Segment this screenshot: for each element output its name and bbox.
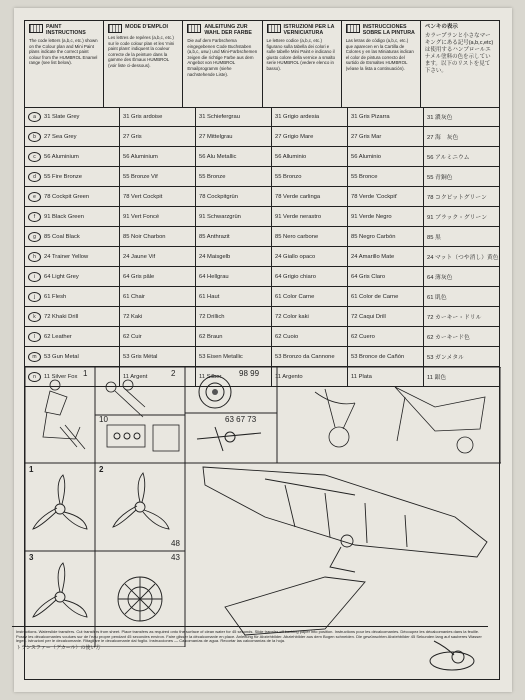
paint-cell-jp (424, 127, 499, 146)
paint-cell-jp (424, 227, 499, 246)
paint-cell-de (196, 227, 272, 246)
paint-name: 91 Black Green (44, 213, 84, 220)
paint-name: 31 Gris Pizarra (351, 113, 390, 120)
paint-name: 56 Aluminio (351, 153, 381, 160)
paint-name: 78 Vert Cockpit (123, 193, 163, 200)
paint-name: 62 カーキード色 (427, 335, 470, 341)
paint-name: 64 Hellgrau (199, 273, 229, 280)
de-flag-icon (187, 24, 201, 33)
transfer-hand-icon (426, 633, 478, 673)
paint-name: 85 Anthrazit (199, 233, 230, 240)
paint-cell-it (272, 347, 348, 366)
color-code-badge: i (28, 272, 41, 282)
header-jp (421, 21, 499, 107)
es-flag-icon (346, 24, 360, 33)
color-code-badge: k (28, 312, 41, 322)
paint-cell-fr (120, 147, 196, 166)
paint-name: 91 Verde nerastro (275, 213, 322, 220)
paint-cell-en (25, 187, 120, 206)
paint-name: 24 Maisgelb (199, 253, 231, 260)
instructions-jp: トランスファー（デカール）の使い方 (16, 645, 101, 652)
paint-cell-de (196, 187, 272, 206)
color-code-badge: a (28, 112, 41, 122)
paint-name: 91 ブラック・グリーン (427, 215, 487, 221)
fr-flag-icon (108, 24, 122, 33)
part-numbers: 63 67 73 (225, 415, 257, 424)
paint-cell-es (348, 107, 424, 126)
paint-name: 11 Argent (123, 373, 148, 380)
paint-name: 24 Giallo opaco (275, 253, 316, 260)
paint-name: 11 Silber (199, 373, 222, 380)
paint-cell-it (272, 287, 348, 306)
paint-name: 53 ガンメタル (427, 355, 464, 361)
paint-row (25, 327, 499, 347)
paint-row (25, 307, 499, 327)
paint-cell-de (196, 287, 272, 306)
paint-row (25, 147, 499, 167)
header-title: PAINT INSTRUCTIONS (46, 24, 86, 36)
paint-cell-jp (424, 347, 499, 366)
paint-cell-de (196, 107, 272, 126)
header-text: カラープランと小さなマーキングにある記号(a,b,c,etc)は使用するハンブロールエナメル塗料の色を示しています。以下のリストを見て下さい。 (424, 33, 494, 74)
paint-name: 11 Plata (351, 373, 372, 380)
paint-row (25, 107, 499, 127)
paint-row (25, 167, 499, 187)
paint-cell-it (272, 227, 348, 246)
control-column (106, 380, 145, 417)
paint-cell-de (196, 207, 272, 226)
paint-name: 64 Gris pâle (123, 273, 155, 280)
paint-cell-de (196, 307, 272, 326)
paint-name: 61 Color de Carne (351, 293, 399, 300)
paint-name: 62 Leather (44, 333, 72, 340)
step-box-10 (95, 415, 185, 463)
step-number: 2 (99, 465, 104, 474)
paint-cell-es (348, 187, 424, 206)
step-number: 1 (83, 369, 88, 378)
paint-cell-jp (424, 167, 499, 186)
paint-row (25, 227, 499, 247)
header-title: MODE D'EMPLOI (125, 24, 168, 30)
header-text: The code letters (a,b,c, etc.) shown on the Colour plan and Mini Paint plans indicate the correct paint colour from the HUMBROL Enamel range (see list below). (29, 38, 98, 66)
paint-name: 27 Sea Grey (44, 133, 77, 140)
paint-cell-fr (120, 207, 196, 226)
paint-name: 24 Trainer Yellow (44, 253, 89, 260)
step-number: 3 (29, 553, 34, 562)
paint-cell-fr (120, 247, 196, 266)
paint-cell-jp (424, 187, 499, 206)
paint-header (25, 21, 499, 108)
paint-name: 64 Grigio chiaro (275, 273, 316, 280)
paint-cell-it (272, 307, 348, 326)
paint-row (25, 127, 499, 147)
paint-cell-de (196, 267, 272, 286)
paint-cell-it (272, 107, 348, 126)
paint-cell-jp (424, 207, 499, 226)
paint-cell-fr (120, 167, 196, 186)
fuselage-drawing (203, 467, 487, 635)
color-code-badge: l (28, 332, 41, 342)
paint-name: 64 Light Grey (44, 273, 79, 280)
paint-cell-es (348, 147, 424, 166)
paint-cell-it (272, 167, 348, 186)
paint-cell-it (272, 187, 348, 206)
paint-name: 72 Khaki Drill (44, 313, 79, 320)
header-text: Las letras de código (a,b,c, etc.) que aparecen en la Cartilla de Colores y en las Miniaturas indican el color de pintura correcto del surtido de Esmaltes HUMBROL (véase la lista a continuación). (345, 38, 414, 71)
paint-cell-jp (424, 247, 499, 266)
paint-cell-de (196, 247, 272, 266)
paint-name: 72 Kaki (123, 313, 143, 320)
paint-cell-es (348, 307, 424, 326)
paint-cell-en (25, 247, 120, 266)
paint-name: 24 Jaune Vif (123, 253, 156, 260)
propeller-1 (33, 475, 87, 529)
paint-name: 91 Schwarzgrün (199, 213, 241, 220)
paint-cell-en (25, 207, 120, 226)
paint-name: 53 Bronce de Cañón (351, 353, 405, 360)
paint-name: 27 海 灰色 (427, 135, 459, 141)
it-flag-icon (267, 24, 281, 33)
paint-name: 31 Grigio ardesia (275, 113, 320, 120)
paint-cell-en (25, 127, 120, 146)
paint-name: 61 Chair (123, 293, 145, 300)
paint-name: 78 コクピットグリーン (427, 195, 487, 201)
paint-name: 11 Silver Fox (44, 373, 78, 380)
paint-cell-en (25, 287, 120, 306)
paint-row (25, 247, 499, 267)
paint-name: 64 Gris Claro (351, 273, 386, 280)
paint-cell-es (348, 207, 424, 226)
paint-cell-it (272, 247, 348, 266)
header-fr (104, 21, 183, 107)
paint-row (25, 347, 499, 367)
paint-name: 56 Alluminio (275, 153, 307, 160)
paint-cell-fr (120, 227, 196, 246)
paint-cell-es (348, 347, 424, 366)
pilot-figure (43, 380, 85, 449)
paint-cell-it (272, 127, 348, 146)
paint-cell-es (348, 247, 424, 266)
paint-cell-it (272, 147, 348, 166)
color-code-badge: f (28, 212, 41, 222)
paint-name: 53 Bronzo da Cannone (275, 353, 335, 360)
paint-name: 31 Slate Grey (44, 113, 80, 120)
paint-cell-de (196, 147, 272, 166)
header-en (25, 21, 104, 107)
paint-cell-fr (120, 307, 196, 326)
paint-cell-es (348, 287, 424, 306)
paint-name: 56 Aluminium (123, 153, 158, 160)
paint-name: 72 Caqui Drill (351, 313, 386, 320)
paint-name: 72 Drillich (199, 313, 225, 320)
paint-name: 55 Bronze (199, 173, 226, 180)
step-box-gear (277, 367, 501, 463)
paint-cell-jp (424, 287, 499, 306)
color-code-badge: m (28, 352, 41, 362)
paint-cell-en (25, 327, 120, 346)
paint-name: 55 Bronzo (275, 173, 302, 180)
paint-row (25, 287, 499, 307)
paint-row (25, 187, 499, 207)
paint-name: 85 黒 (427, 235, 441, 241)
paint-cell-jp (424, 147, 499, 166)
paint-name: 61 Haut (199, 293, 220, 300)
header-text: Les lettres de repères (a,b,c, etc.) sur le code colour plan et les 'mini paint plans' indiquent la couleur correcte de la peinture dans la gamme des Émaux HUMBROL (voir liste ci-dessous). (108, 35, 175, 68)
paint-name: 55 Bronze Vif (123, 173, 158, 180)
paint-name: 11 銀色 (427, 375, 447, 381)
paint-name: 64 薄灰色 (427, 275, 453, 281)
paint-name: 85 Coal Black (44, 233, 80, 240)
paint-cell-it (272, 267, 348, 286)
header-title: ANLEITUNG ZUR WAHL DER FARBE (204, 24, 252, 36)
paint-row (25, 207, 499, 227)
paint-name: 85 Nero carbone (275, 233, 319, 240)
header-es (342, 21, 421, 107)
paint-cell-es (348, 267, 424, 286)
header-text: Die auf dem Farbschema eingegebenen Code Buchstaben (a,b,c, usw.) und Mini-Farbschemen zeigen die richtige Farbe aus dem Angebot von HUMBROL Emailprogramm (siehe nachstehende Liste). (187, 38, 258, 77)
step-number: 2 (171, 369, 176, 378)
paint-cell-en (25, 167, 120, 186)
paint-name: 27 Gris (123, 133, 142, 140)
paint-cell-en (25, 307, 120, 326)
paint-name: 91 Verde Negro (351, 213, 392, 220)
paint-name: 53 Gris Métal (123, 353, 158, 360)
paint-cell-fr (120, 287, 196, 306)
color-code-badge: n (28, 372, 41, 382)
paint-cell-it (272, 207, 348, 226)
propeller-2 (113, 473, 169, 529)
paint-name: 55 Fire Bronze (44, 173, 83, 180)
color-code-badge: e (28, 192, 41, 202)
header-it (263, 21, 342, 107)
paint-cell-fr (120, 107, 196, 126)
paint-name: 78 Cockpit Green (44, 193, 90, 200)
paint-name: 55 青銅色 (427, 175, 453, 181)
paint-cell-fr (120, 127, 196, 146)
paint-cell-de (196, 167, 272, 186)
transfer-instructions (12, 626, 488, 682)
paint-name: 91 Vert Foncé (123, 213, 160, 220)
part-numbers: 98 99 (239, 369, 260, 378)
paint-name: 85 Noir Charbon (123, 233, 166, 240)
paint-cell-en (25, 107, 120, 126)
paint-name: 61 肌色 (427, 295, 447, 301)
color-code-badge: g (28, 232, 41, 242)
paint-cell-es (348, 227, 424, 246)
paint-name: 27 Mittelgrau (199, 133, 233, 140)
paint-cell-jp (424, 267, 499, 286)
paint-name: 78 Verde carlinga (275, 193, 321, 200)
color-code-badge: b (28, 132, 41, 142)
paint-cell-en (25, 267, 120, 286)
header-title: ペンキの表示 (424, 24, 458, 30)
header-title: ISTRUZIONI PER LA VERNICIATURA (283, 24, 335, 36)
paint-cell-es (348, 127, 424, 146)
header-de (183, 21, 262, 107)
paint-name: 55 Bronce (351, 173, 378, 180)
instructions-text: Instructions. Waterslide transfers. Cut transfers from sheet. Place transfers as required onto the surface of clean water for 45 seconds. Slide transfer off backing paper into position. Instructions pour les décalcomanies. Découpez les décalcomanies dans la feuille. Posez les décalcomanies voulues sur de l'eau propre pendant 45 secondes environ. Faire glisser la décalcomanie en place. Anleitung für Abziehbilder. Abziehbilder aus dem Bogen schneiden. Die gewünschten Abziehbilder 45 Sekunden lang auf sauberes Wasser legen. Istruzioni per le decalcomanie. Ritagliare le decalcomanie dal foglio. Instrucciones — Calcomanías de agua. Recortar las calcomanías de la hoja. (16, 629, 482, 644)
paint-name: 53 Gun Metal (44, 353, 79, 360)
paint-name: 62 Cuoio (275, 333, 299, 340)
paint-name: 62 Braun (199, 333, 223, 340)
paint-name: 78 Verde 'Cockpit' (351, 193, 398, 200)
paint-cell-en (25, 147, 120, 166)
paint-cell-fr (120, 187, 196, 206)
paint-cell-de (196, 127, 272, 146)
paint-name: 72 Color kaki (275, 313, 309, 320)
step-number: 1 (29, 465, 34, 474)
paint-cell-en (25, 227, 120, 246)
paint-name: 27 Grigio Mare (275, 133, 314, 140)
engine-cowling (118, 577, 162, 621)
paint-name: 56 Aluminium (44, 153, 79, 160)
paint-cell-es (348, 167, 424, 186)
paint-cell-fr (120, 347, 196, 366)
color-code-badge: d (28, 172, 41, 182)
paint-row (25, 267, 499, 287)
color-code-badge: c (28, 152, 41, 162)
paint-cell-fr (120, 267, 196, 286)
part-numbers: 48 (171, 539, 180, 548)
paint-cell-fr (120, 327, 196, 346)
landing-gear (315, 387, 485, 453)
paint-name: 11 Argento (275, 373, 303, 380)
paint-name: 31 Schiefergrau (199, 113, 240, 120)
paint-cell-it (272, 327, 348, 346)
paint-guide-frame (24, 20, 500, 680)
paint-name: 61 Color Carne (275, 293, 315, 300)
paint-name: 85 Negro Carbón (351, 233, 396, 240)
paint-name: 24 Amarillo Mate (351, 253, 395, 260)
assembly-drawing (25, 367, 501, 647)
paint-name: 62 Cuir (123, 333, 142, 340)
paint-cell-es (348, 327, 424, 346)
paint-cell-jp (424, 327, 499, 346)
paint-name: 62 Cuero (351, 333, 375, 340)
step-number: 10 (99, 415, 108, 424)
paint-name: 72 カーキー・ドリル (427, 315, 482, 321)
part-numbers: 43 (171, 553, 180, 562)
paint-cell-jp (424, 107, 499, 126)
paint-cell-de (196, 347, 272, 366)
header-text: Le lettere codice (a,b,c, etc.) figurano sulla tabella dei colori e sulle tabelle Mini Paint e indicano il giusto colore della vernice a smalto serie HUMBROL (vedere elenco in basso). (266, 38, 336, 71)
paint-name: 56 Alu Metallic (199, 153, 237, 160)
header-title: INSTRUCCIONES SOBRE LA PINTURA (362, 24, 415, 36)
paint-name: 53 Eisen Metallic (199, 353, 243, 360)
propeller-3 (33, 563, 87, 617)
paint-name: 56 アルミニウム (427, 155, 470, 161)
paint-name: 31 Gris ardoise (123, 113, 163, 120)
paint-name: 24 マット（つや消し）黄色 (427, 255, 499, 261)
color-code-badge: h (28, 252, 41, 262)
uk-flag-icon (29, 24, 43, 33)
paint-cell-de (196, 327, 272, 346)
paint-name: 78 Cockpitgrün (199, 193, 238, 200)
paint-name: 61 Flesh (44, 293, 67, 300)
paint-cell-jp (424, 307, 499, 326)
color-code-badge: j (28, 292, 41, 302)
paint-name: 27 Gris Mar (351, 133, 382, 140)
paint-cell-en (25, 347, 120, 366)
paint-name: 31 濃灰色 (427, 115, 453, 121)
